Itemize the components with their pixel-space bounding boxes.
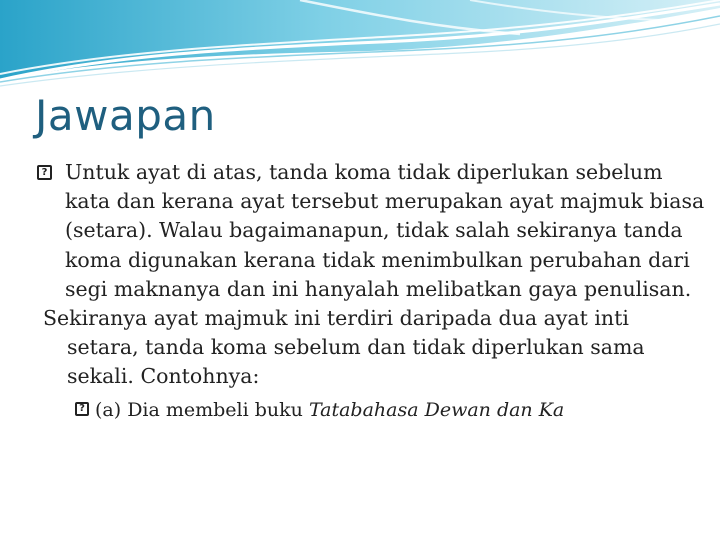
example-book-title: Tatabahasa Dewan dan Ka xyxy=(308,398,565,421)
bullet-paragraph-1 xyxy=(37,158,707,304)
slide-body xyxy=(37,158,707,424)
example-item xyxy=(75,396,707,424)
header-wave-decoration xyxy=(0,0,720,95)
missing-glyph-icon: ? xyxy=(37,165,52,180)
paragraph-1-text: Untuk ayat di atas, tanda koma tidak diperlukan sebelum kata dan kerana ayat tersebut merupakan ayat majmuk biasa (setara). Walau bagaimanapun, tidak salah sekiranya tanda koma digunakan kerana tidak menimbulkan perubahan dari segi maknanya dan ini hanyalah melibatkan gaya penulisan. xyxy=(65,160,705,301)
paragraph-2 xyxy=(39,304,707,392)
slide-title: Jawapan xyxy=(35,91,216,140)
missing-glyph-icon: ? xyxy=(75,402,89,416)
paragraph-2-text: Sekiranya ayat majmuk ini terdiri daripada dua ayat inti setara, tanda koma sebelum dan tidak diperlukan sama sekali. Contohnya: xyxy=(43,306,645,389)
example-prefix: (a) Dia membeli buku xyxy=(95,398,309,421)
